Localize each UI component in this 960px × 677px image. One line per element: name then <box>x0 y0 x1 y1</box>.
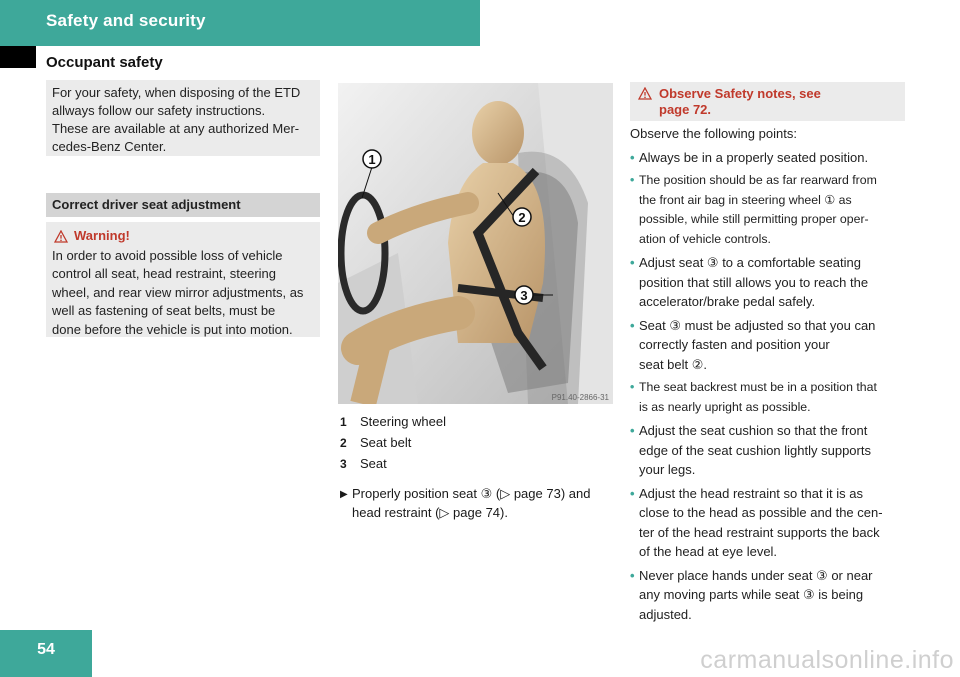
intro-line: allways follow our safety instructions. <box>52 103 266 118</box>
points-lead: Observe the following points: <box>630 126 797 141</box>
callout-1: 1 <box>368 152 376 167</box>
item-line: Adjust the seat cushion so that the front <box>639 423 868 438</box>
callout-3: 3 <box>520 288 528 303</box>
safety-note-box <box>630 82 905 121</box>
item-line: possible, while still permitting proper oper- <box>639 212 869 226</box>
list-item <box>630 566 908 625</box>
subsection-title: Occupant safety <box>46 54 163 71</box>
step-arrow-icon: ▶ <box>340 489 348 500</box>
instruction-line: Properly position seat ③ (▷ page 73) and <box>352 486 591 501</box>
item-line: Adjust seat ③ to a comfortable seating <box>639 255 861 270</box>
item-line: close to the head as possible and the cen- <box>639 505 883 520</box>
section-title: Safety and security <box>46 11 206 30</box>
instruction-line: head restraint (▷ page 74). <box>352 505 508 520</box>
item-line: is as nearly upright as possible. <box>639 399 811 414</box>
points-list <box>630 124 908 628</box>
intro-line: For your safety, when disposing of the ETD <box>52 85 301 100</box>
safety-note-line: page 72. <box>659 102 712 117</box>
item-line: Adjust the head restraint so that it is as <box>639 485 864 501</box>
list-item <box>630 484 908 562</box>
warning-triangle-icon <box>638 87 652 100</box>
seat-illustration <box>338 83 613 404</box>
list-item <box>630 378 908 417</box>
legend-row <box>340 411 620 432</box>
item-line: the front air bag in steering wheel ① as <box>639 192 852 207</box>
intro-box <box>46 80 320 156</box>
item-line: accelerator/brake pedal safely. <box>639 294 816 309</box>
legend-number: 3 <box>340 456 347 471</box>
callout-2: 2 <box>518 210 526 225</box>
list-item <box>630 316 908 375</box>
item-line: The seat backrest must be in a position that <box>639 380 877 394</box>
item-line: Never place hands under seat ③ or near <box>639 567 873 583</box>
warning-line: done before the vehicle is put into motion. <box>52 321 293 337</box>
list-item <box>630 171 908 249</box>
figure-legend <box>340 411 620 474</box>
header-marker <box>0 46 36 68</box>
safety-note-line: Observe Safety notes, see <box>659 86 821 101</box>
item-line: edge of the seat cushion lightly supports <box>639 442 871 458</box>
item-line: your legs. <box>639 462 696 477</box>
bullet-icon: • <box>630 380 635 394</box>
item-line: correctly fasten and position your <box>639 337 830 352</box>
warning-triangle-icon <box>54 230 68 243</box>
item-line: Always be in a properly seated position. <box>639 149 869 165</box>
list-item <box>630 148 908 168</box>
list-item <box>630 253 908 312</box>
bullet-icon: • <box>630 173 635 187</box>
figure-code: P91.40-2866-31 <box>551 393 609 402</box>
intro-line: These are available at any authorized Mer- <box>52 121 300 136</box>
bullet-icon: • <box>630 317 635 333</box>
item-line: The position should be as far rearward from <box>639 173 877 187</box>
warning-line: wheel, and rear view mirror adjustments, as <box>52 284 304 300</box>
legend-label: Seat <box>360 456 387 471</box>
warning-line: well as fastening of seat belts, must be <box>52 303 276 318</box>
item-line: ation of vehicle controls. <box>639 231 771 246</box>
legend-row <box>340 432 620 453</box>
item-line: Seat ③ must be adjusted so that you can <box>639 317 876 333</box>
item-line: ter of the head restraint supports the back <box>639 524 880 540</box>
bullet-icon: • <box>630 255 635 270</box>
bullet-icon: • <box>630 485 635 501</box>
legend-row <box>340 453 620 474</box>
item-line: seat belt ②. <box>639 356 708 372</box>
bullet-icon: • <box>630 567 635 583</box>
item-line: position that still allows you to reach the <box>639 274 869 290</box>
item-line: adjusted. <box>639 606 692 622</box>
legend-label: Seat belt <box>360 435 412 450</box>
intro-line: cedes-Benz Center. <box>52 139 167 154</box>
bullet-icon: • <box>630 149 635 165</box>
list-item <box>630 421 908 480</box>
warning-line: In order to avoid possible loss of vehicle <box>52 247 283 263</box>
legend-number: 1 <box>340 414 347 429</box>
warning-box <box>46 222 320 337</box>
legend-number: 2 <box>340 435 347 450</box>
warning-line: control all seat, head restraint, steering <box>52 266 277 281</box>
seat-section-heading: Correct driver seat adjustment <box>46 193 320 217</box>
item-line: any moving parts while seat ③ is being <box>639 587 864 602</box>
instruction-step <box>340 484 615 522</box>
page-number: 54 <box>37 641 55 658</box>
bullet-icon: • <box>630 423 635 438</box>
item-line: of the head at eye level. <box>639 544 778 559</box>
watermark: carmanualsonline.info <box>700 646 954 674</box>
legend-label: Steering wheel <box>360 414 446 429</box>
warning-title: Warning! <box>74 228 130 243</box>
